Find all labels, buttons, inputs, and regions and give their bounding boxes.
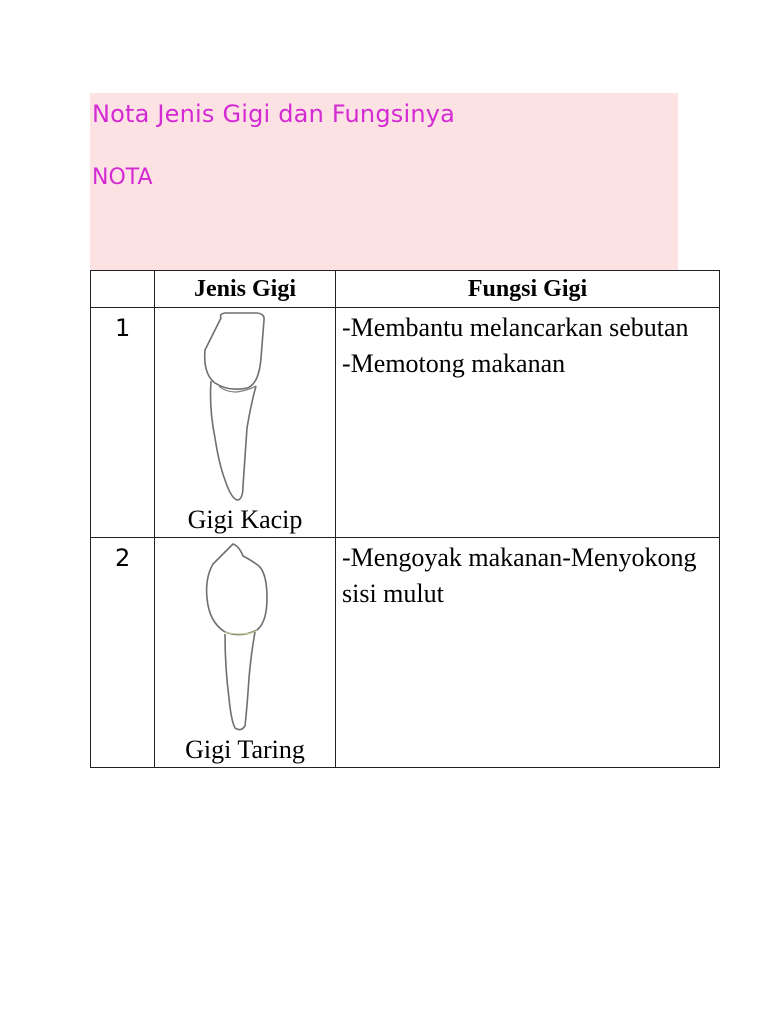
function-item: -Mengoyak makanan-Menyokong sisi mulut (342, 543, 697, 608)
table-header-row (91, 271, 720, 308)
tooth-name: Gigi Kacip (187, 505, 303, 534)
tooth-name: Gigi Taring (185, 735, 305, 764)
function-cell (336, 538, 720, 768)
header-jenis-gigi: Jenis Gigi (155, 271, 336, 308)
page-subtitle: NOTA (92, 165, 153, 190)
row-number-cell (91, 308, 155, 538)
page-title: Nota Jenis Gigi dan Fungsinya (92, 100, 456, 128)
table-row (91, 308, 720, 538)
header-fungsi-gigi: Fungsi Gigi (336, 271, 720, 308)
row-number: 2 (115, 544, 131, 572)
row-number-cell (91, 538, 155, 768)
function-item: -Memotong makanan (342, 349, 566, 378)
tooth-cell (155, 308, 336, 538)
table-row (91, 538, 720, 768)
incisor-tooth-icon (185, 308, 305, 508)
tooth-cell (155, 538, 336, 768)
header-number (91, 271, 155, 308)
teeth-table (90, 270, 720, 768)
function-item: -Membantu melancarkan sebutan (342, 313, 689, 342)
canine-tooth-icon (185, 538, 305, 738)
row-number: 1 (115, 314, 131, 342)
function-cell (336, 308, 720, 538)
